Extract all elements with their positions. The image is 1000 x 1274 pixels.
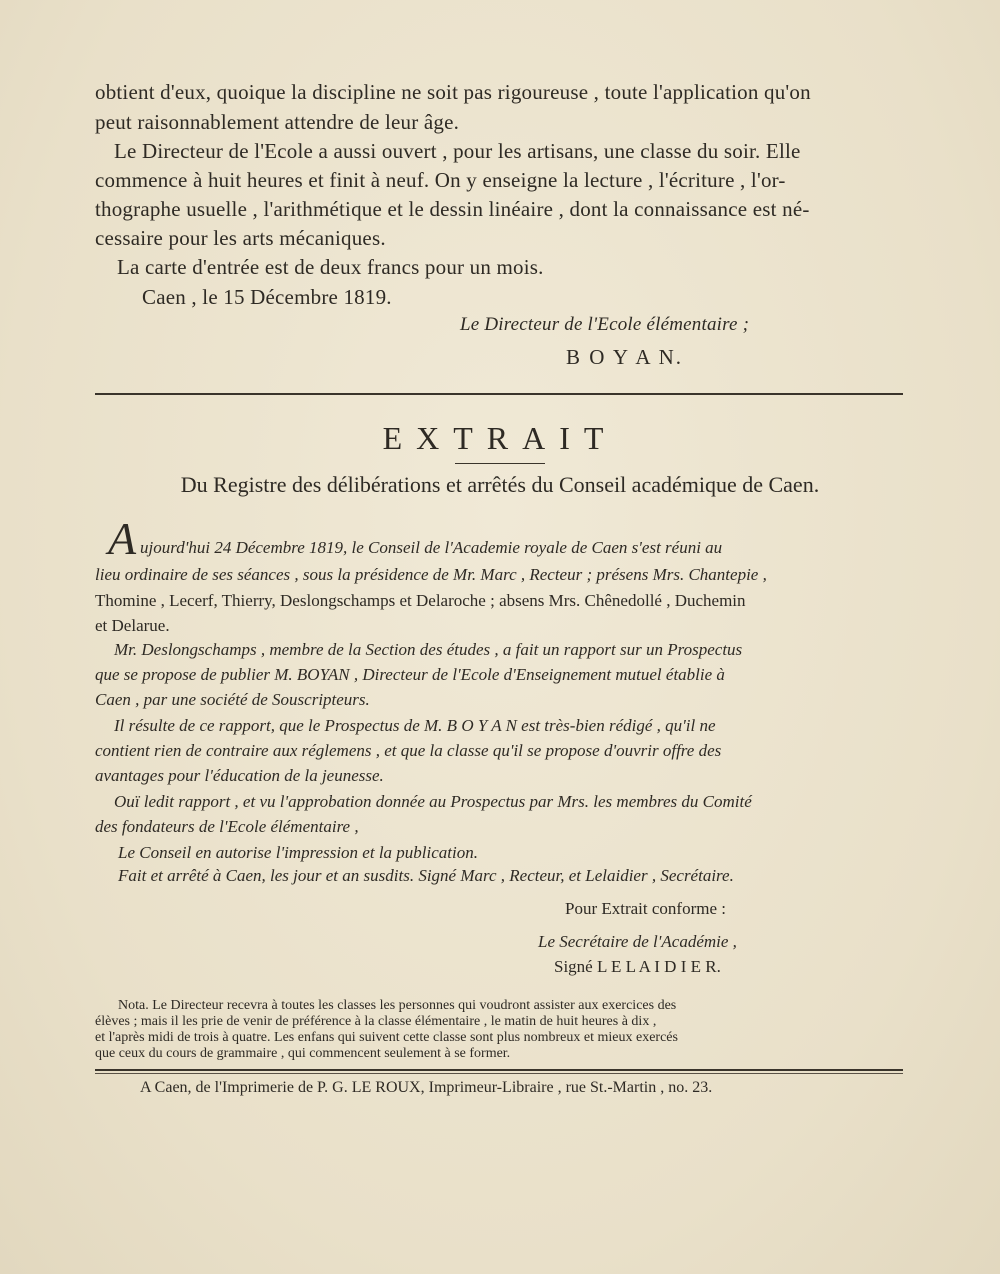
text-line: Mr. Deslongschamps , membre de la Section des études , a fait un rapport sur un Prospectus bbox=[114, 640, 743, 659]
text-line: La carte d'entrée est de deux francs pour un mois. bbox=[117, 255, 544, 279]
text-line: lieu ordinaire de ses séances , sous la présidence de Mr. Marc , Recteur ; présens Mrs. Chantepie , bbox=[95, 565, 767, 584]
divider-rule bbox=[95, 1069, 903, 1071]
text-line: Il résulte de ce rapport, que le Prospectus de M. B O Y A N est très-bien rédigé , qu'il ne bbox=[114, 716, 716, 735]
text-line: avantages pour l'éducation de la jeunesse. bbox=[95, 766, 384, 785]
signe-line: Signé L E L A I D I E R. bbox=[554, 957, 721, 976]
divider-rule bbox=[95, 1073, 903, 1074]
text-line: Fait et arrêté à Caen, les jour et an susdits. Signé Marc , Recteur, et Lelaidier , Secrétaire. bbox=[118, 866, 734, 885]
text-line: Thomine , Lecerf, Thierry, Deslongschamps et Delaroche ; absens Mrs. Chênedollé , Duchemin bbox=[95, 591, 746, 610]
nota-line: Nota. Le Directeur recevra à toutes les classes les personnes qui voudront assister aux exercices des bbox=[118, 998, 677, 1013]
text-line: obtient d'eux, quoique la discipline ne soit pas rigoureuse , toute l'application qu'on bbox=[95, 80, 811, 104]
text-line: des fondateurs de l'Ecole élémentaire , bbox=[95, 817, 359, 836]
divider-rule bbox=[95, 393, 903, 395]
extrait-title: EXTRAIT bbox=[382, 420, 618, 456]
title-underline bbox=[455, 463, 545, 464]
date-line: Caen , le 15 Décembre 1819. bbox=[142, 285, 392, 309]
imprint-line: A Caen, de l'Imprimerie de P. G. LE ROUX, Imprimeur-Libraire , rue St.-Martin , no. 23. bbox=[140, 1079, 713, 1096]
text-line: Caen , par une société de Souscripteurs. bbox=[95, 690, 370, 709]
text-line: que se propose de publier M. BOYAN , Directeur de l'Ecole d'Enseignement mutuel établie à bbox=[95, 665, 725, 684]
text-line: Le Directeur de l'Ecole a aussi ouvert , pour les artisans, une classe du soir. Elle bbox=[114, 139, 801, 163]
nota-line: et l'après midi de trois à quatre. Les enfans qui suivent cette classe sont plus nombreux et mieux exercés bbox=[95, 1030, 678, 1045]
text-line: contient rien de contraire aux réglemens , et que la classe qu'il se propose d'ouvrir offre des bbox=[95, 741, 722, 760]
signature-name: B O Y A N. bbox=[566, 345, 684, 369]
text-line: Le Conseil en autorise l'impression et la publication. bbox=[118, 843, 478, 862]
text-line: Ouï ledit rapport , et vu l'approbation donnée au Prospectus par Mrs. les membres du Comité bbox=[114, 792, 752, 811]
secretaire-line: Le Secrétaire de l'Académie , bbox=[538, 932, 737, 951]
nota-line: élèves ; mais il les prie de venir de préférence à la classe élémentaire , le matin de huit heures à dix , bbox=[95, 1014, 657, 1029]
text-line: et Delarue. bbox=[95, 616, 170, 635]
text-line: cessaire pour les arts mécaniques. bbox=[95, 226, 386, 250]
text-line: commence à huit heures et finit à neuf. On y enseigne la lecture , l'écriture , l'or- bbox=[95, 168, 786, 192]
text-line: thographe usuelle , l'arithmétique et le dessin linéaire , dont la connaissance est né- bbox=[95, 197, 810, 221]
signature-title: Le Directeur de l'Ecole élémentaire ; bbox=[460, 314, 750, 335]
text-line: peut raisonnablement attendre de leur âge. bbox=[95, 110, 460, 134]
nota-line: que ceux du cours de grammaire , qui commencent seulement à se former. bbox=[95, 1046, 511, 1061]
extrait-subtitle: Du Registre des délibérations et arrêtés du Conseil académique de Caen. bbox=[180, 472, 820, 497]
drop-cap: A bbox=[108, 513, 137, 564]
text-line: ujourd'hui 24 Décembre 1819, le Conseil de l'Academie royale de Caen s'est réuni au bbox=[140, 538, 723, 557]
conforme-line: Pour Extrait conforme : bbox=[565, 899, 726, 918]
